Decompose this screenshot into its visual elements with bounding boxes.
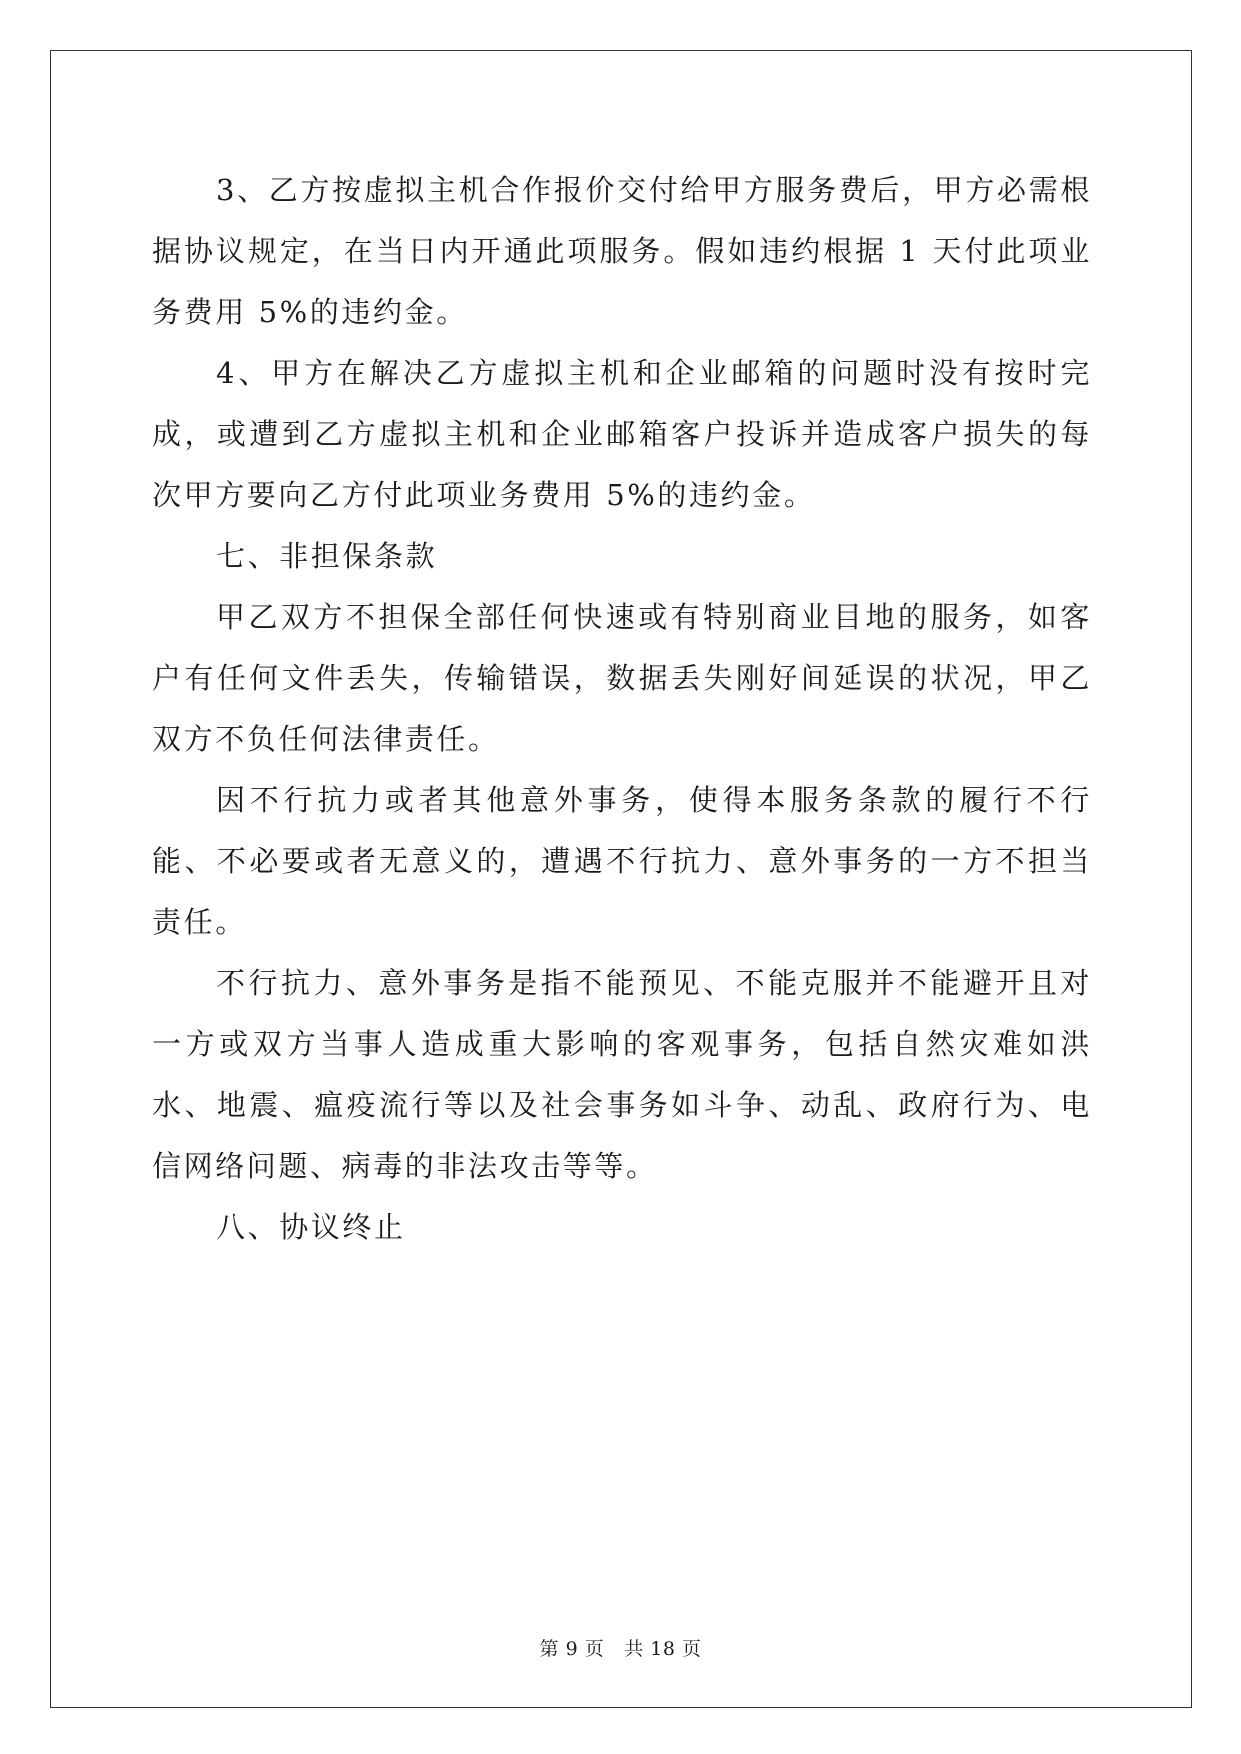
page-number: 第 9 页 xyxy=(539,1638,605,1660)
paragraph-force-majeure: 因不行抗力或者其他意外事务，使得本服务条款的履行不行能、不必要或者无意义的，遭遇不行抗力、意外事务的一方不担当责任。 xyxy=(152,783,1092,939)
paragraph-clause-4: 4、甲方在解决乙方虚拟主机和企业邮箱的问题时没有按时完成，或遭到乙方虚拟主机和企业邮箱客户投诉并造成客户损失的每次甲方要向乙方付此项业务费用 5%的违约金。 xyxy=(152,356,1092,512)
document-body xyxy=(152,160,1092,1258)
paragraph-non-guarantee: 甲乙双方不担保全部任何快速或有特别商业目地的服务，如客户有任何文件丢失，传输错误，数据丢失刚好间延误的状况，甲乙双方不负任何法律责任。 xyxy=(152,600,1092,756)
paragraph-clause-3: 3、乙方按虚拟主机合作报价交付给甲方服务费后，甲方必需根据协议规定，在当日内开通此项服务。假如违约根据 1 天付此项业务费用 5%的违约金。 xyxy=(152,173,1092,329)
section-heading-8: 八、协议终止 xyxy=(216,1210,406,1244)
page-total: 共 18 页 xyxy=(624,1638,702,1660)
paragraph-force-majeure-definition: 不行抗力、意外事务是指不能预见、不能克服并不能避开且对一方或双方当事人造成重大影响的客观事务，包括自然灾难如洪水、地震、瘟疫流行等以及社会事务如斗争、动乱、政府行为、电信网络问题、病毒的非法攻击等等。 xyxy=(152,966,1092,1183)
page-footer xyxy=(0,1634,1241,1661)
section-heading-7: 七、非担保条款 xyxy=(216,539,438,573)
